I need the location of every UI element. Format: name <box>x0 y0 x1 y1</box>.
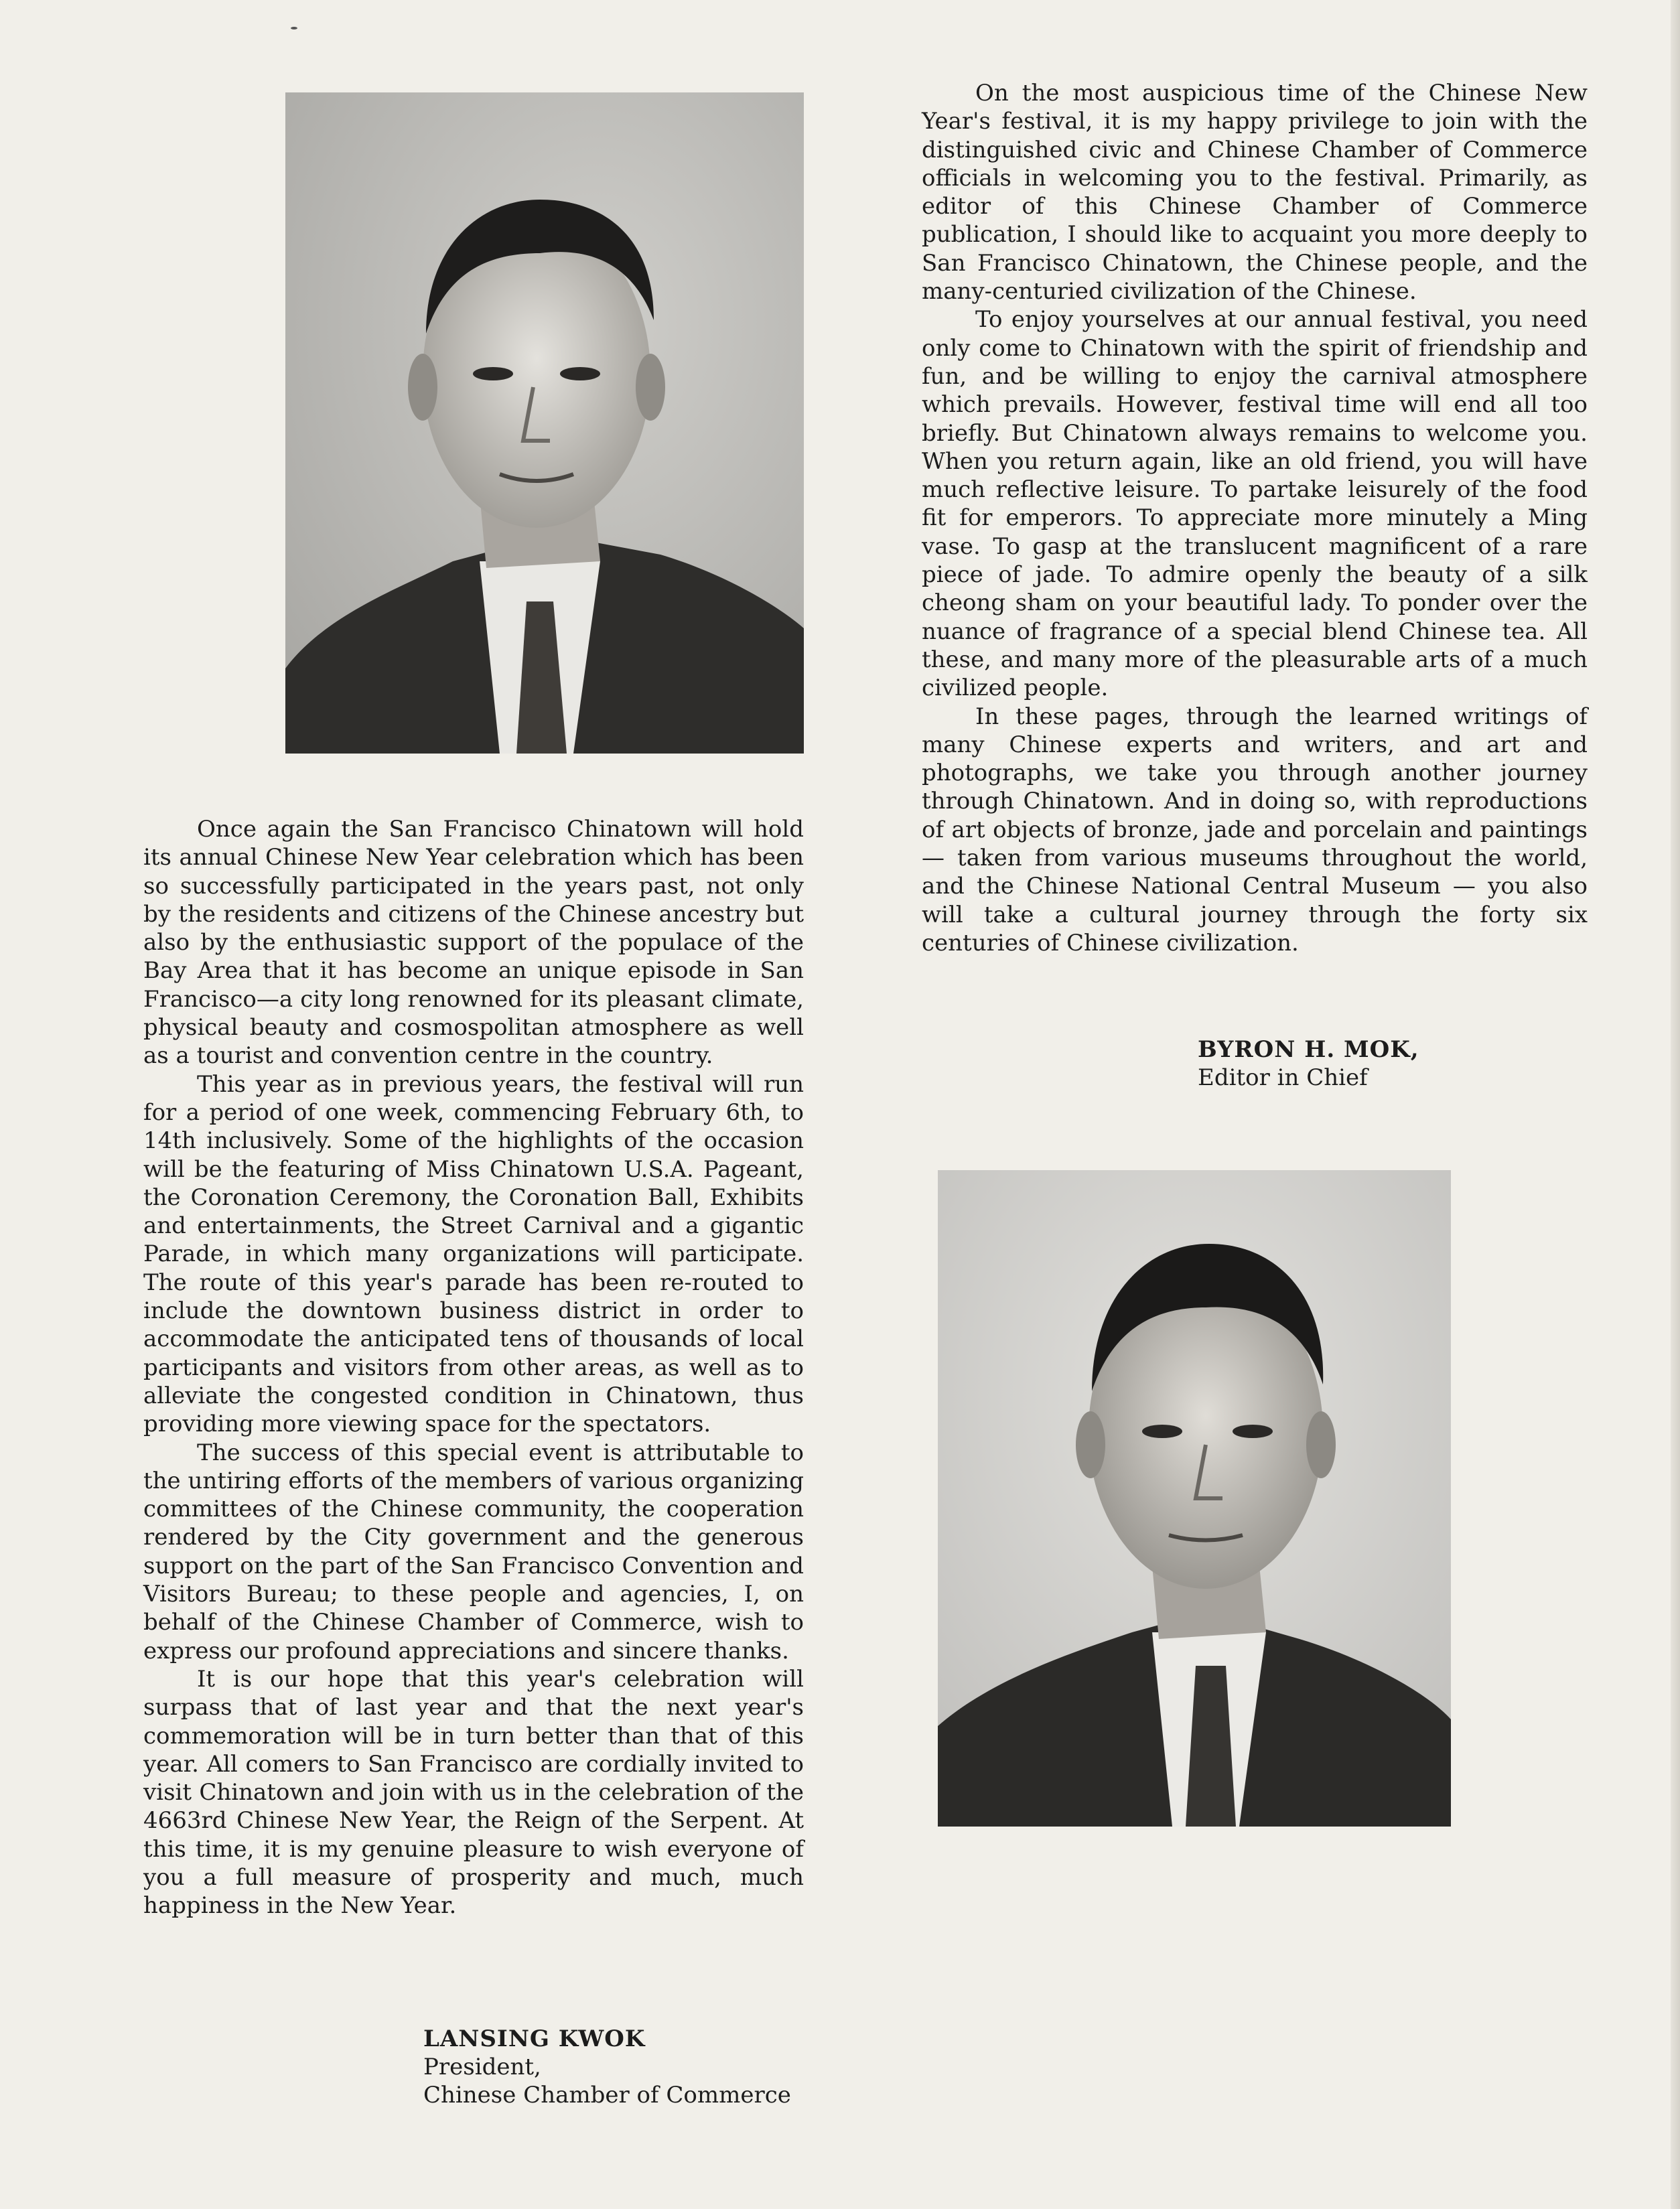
paragraph: This year as in previous years, the festival will run for a period of one week, commencing February 6th, to 14th inclusively. Some of the highlights of the occasion will be the featuring of Miss Chinatown U.S.A. Pageant, the Coronation Ceremony, the Coronation Ball, Exhibits and entertainments, the Street Carnival and a gigantic Parade, in which many organizations will participate. The route of this year's parade has been re-routed to include the downtown business district in order to accommodate the anticipated tens of thousands of local participants and visitors from other areas, as well as to alleviate the congested condition in Chinatown, thus providing more viewing space for the spectators. <box>143 1070 804 1438</box>
left-article-body <box>143 815 804 1920</box>
portrait-lansing-kwok <box>285 92 804 754</box>
signature-block-president <box>423 2025 791 2109</box>
signer-title: Editor in Chief <box>1198 1064 1368 1091</box>
paragraph: Once again the San Francisco Chinatown will hold its annual Chinese New Year celebration which has been so successfully participated in the years past, not only by the residents and citizens of the Chinese ancestry but also by the enthusiastic support of the populace of the Bay Area that it has become an unique episode in San Francisco—a city long renowned for its pleasant climate, physical beauty and cosmospolitan atmosphere as well as a tourist and convention centre in the country. <box>143 816 804 1070</box>
paper-speck <box>291 27 297 29</box>
signer-title: President, <box>423 2054 541 2080</box>
paragraph: To enjoy yourselves at our annual festival, you need only come to Chinatown with the spirit of friendship and fun, and be willing to enjoy the carnival atmosphere which prevails. However, festival time will end all too briefly. But Chinatown always remains to welcome you. When you return again, like an old friend, you will have much reflective leisure. To partake leisurely of the food fit for emperors. To appreciate more minutely a Ming vase. To gasp at the translucent magnificent of a rare piece of jade. To admire openly the beauty of a silk cheong sham on your beautiful lady. To ponder over the nuance of fragrance of a special blend Chinese tea. All these, and many more of the pleasurable arts of a much civilized people. <box>922 306 1588 702</box>
signature-block-editor <box>1198 1036 1419 1092</box>
signer-organization: Chinese Chamber of Commerce <box>423 2082 791 2109</box>
page-edge-shadow <box>1671 0 1680 2209</box>
paragraph: On the most auspicious time of the Chinese New Year's festival, it is my happy privilege to join with the distinguished civic and Chinese Chamber of Commerce officials in welcoming you to the festival. Primarily, as editor of this Chinese Chamber of Commerce publication, I should like to acquaint you more deeply to San Francisco Chinatown, the Chinese people, and the many-centuried civilization of the Chinese. <box>922 80 1588 305</box>
paragraph: In these pages, through the learned writings of many Chinese experts and writers, and art and photographs, we take you through another journey through Chinatown. And in doing so, with reproductions of art objects of bronze, jade and porcelain and paintings — taken from various museums throughout the world, and the Chinese National Central Museum — you also will take a cultural journey through the forty six centuries of Chinese civilization. <box>922 703 1588 956</box>
signer-name: BYRON H. MOK, <box>1198 1036 1419 1063</box>
paragraph: It is our hope that this year's celebration will surpass that of last year and that the next year's commemoration will be in turn better than that of this year. All comers to San Francisco are cordially invited to visit Chinatown and join with us in the celebration of the 4663rd Chinese New Year, the Reign of the Serpent. At this time, it is my genuine pleasure to wish everyone of you a full measure of prosperity and much, much happiness in the New Year. <box>143 1665 804 1920</box>
portrait-byron-mok <box>938 1170 1451 1827</box>
right-article-body <box>922 79 1588 957</box>
paragraph: The success of this special event is attributable to the untiring efforts of the members of various organizing committees of the Chinese community, the cooperation rendered by the City government and the generous support on the part of the San Francisco Convention and Visitors Bureau; to these people and agencies, I, on behalf of the Chinese Chamber of Commerce, wish to express our profound appreciations and sincere thanks. <box>143 1439 804 1664</box>
signer-name: LANSING KWOK <box>423 2025 646 2052</box>
